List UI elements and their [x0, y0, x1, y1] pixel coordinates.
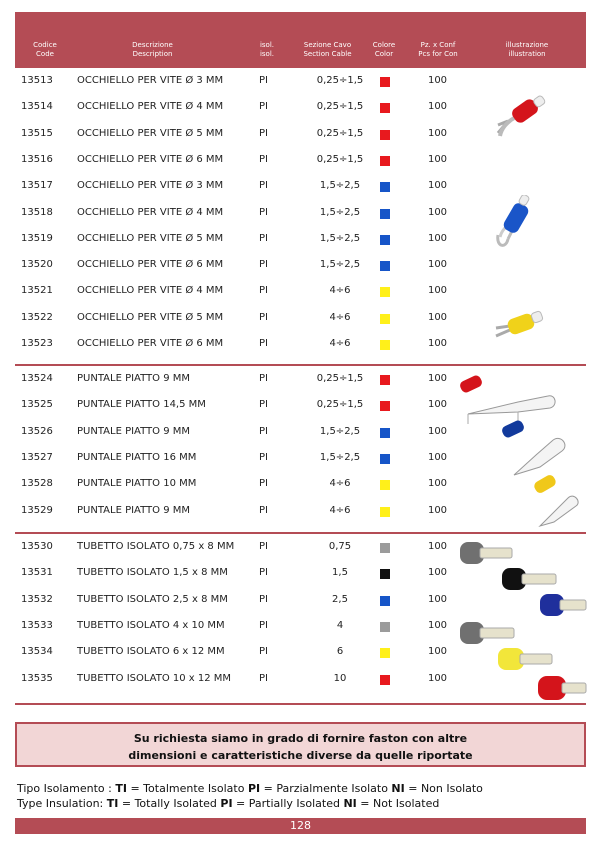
legend-it-ni: NI: [391, 782, 405, 795]
pieces-per-pack: 100: [427, 567, 448, 579]
header-illustration-en: illustration: [508, 50, 546, 58]
color-swatch: [380, 401, 390, 411]
color-swatch: [380, 209, 390, 219]
pieces-per-pack: 100: [427, 399, 448, 411]
color-swatch: [380, 569, 390, 579]
insulation-type: PI: [259, 285, 268, 297]
insulation-type: PI: [259, 672, 268, 684]
product-description: TUBETTO ISOLATO 10 x 12 MM: [77, 672, 232, 684]
legend-it-ti-text: = Totalmente Isolato: [126, 782, 248, 795]
flat-pin-yellow-illustration: [518, 472, 588, 532]
color-swatch: [380, 507, 390, 517]
table-row: [15, 68, 586, 94]
product-description: OCCHIELLO PER VITE Ø 6 MM: [77, 153, 224, 165]
header-pieces-en: Pcs for Con: [418, 50, 458, 58]
color-swatch: [380, 622, 390, 632]
header-section-en: Section Cable: [303, 50, 352, 58]
color-swatch: [380, 480, 390, 490]
color-swatch: [380, 287, 390, 297]
cable-section: 0,25÷1,5: [316, 101, 364, 113]
insulation-type: PI: [259, 619, 268, 631]
color-swatch: [380, 454, 390, 464]
product-description: TUBETTO ISOLATO 4 x 10 MM: [77, 619, 225, 631]
product-description: OCCHIELLO PER VITE Ø 4 MM: [77, 206, 224, 218]
product-code: 13516: [21, 153, 53, 165]
product-code: 13531: [21, 567, 53, 579]
color-swatch: [380, 182, 390, 192]
group-divider-3: [15, 703, 586, 705]
product-code: 13528: [21, 478, 53, 490]
pieces-per-pack: 100: [427, 672, 448, 684]
product-description: OCCHIELLO PER VITE Ø 6 MM: [77, 259, 224, 271]
color-swatch: [380, 314, 390, 324]
header-code-en: Code: [36, 50, 54, 58]
pieces-per-pack: 100: [427, 153, 448, 165]
header-description-en: Description: [132, 50, 173, 58]
product-code: 13526: [21, 425, 53, 437]
header-color-it: Colore: [372, 41, 396, 49]
product-code: 13520: [21, 259, 53, 271]
color-swatch: [380, 340, 390, 350]
color-swatch: [380, 103, 390, 113]
pieces-per-pack: 100: [427, 338, 448, 349]
color-swatch: [380, 235, 390, 245]
product-description: OCCHIELLO PER VITE Ø 5 MM: [77, 232, 224, 244]
ferrule-grey-large-illustration: [458, 620, 518, 648]
insulation-type: PI: [259, 101, 268, 113]
pieces-per-pack: 100: [427, 180, 448, 192]
cable-section: 10: [333, 672, 347, 684]
product-code: 13525: [21, 399, 53, 411]
product-code: 13535: [21, 672, 53, 684]
product-code: 13522: [21, 311, 53, 323]
insulation-type: PI: [259, 180, 268, 192]
group-divider-2: [15, 532, 586, 534]
color-swatch: [380, 156, 390, 166]
product-description: OCCHIELLO PER VITE Ø 3 MM: [77, 180, 224, 192]
table-row: [15, 498, 586, 524]
pieces-per-pack: 100: [427, 425, 448, 437]
pieces-per-pack: 100: [427, 619, 448, 631]
product-description: PUNTALE PIATTO 10 MM: [77, 478, 197, 490]
product-description: TUBETTO ISOLATO 6 x 12 MM: [77, 646, 225, 658]
product-code: 13524: [21, 373, 53, 384]
cable-section: 2,5: [332, 593, 348, 605]
pieces-per-pack: 100: [427, 127, 448, 139]
color-swatch: [380, 130, 390, 140]
insulation-type: PI: [259, 478, 268, 490]
cable-section: 1,5÷2,5: [319, 425, 361, 437]
cable-section: 1,5÷2,5: [319, 180, 361, 192]
color-swatch: [380, 675, 390, 685]
header-pieces-it: Pz. x Conf: [420, 41, 456, 49]
fork-terminal-red-illustration: [492, 95, 552, 145]
ferrule-black-illustration: [500, 566, 560, 594]
product-description: PUNTALE PIATTO 14,5 MM: [77, 399, 206, 411]
product-code: 13532: [21, 593, 53, 605]
pieces-per-pack: 100: [427, 232, 448, 244]
cable-section: 1,5: [332, 567, 348, 579]
color-swatch: [380, 648, 390, 658]
product-description: PUNTALE PIATTO 9 MM: [77, 425, 191, 437]
ferrule-blue-illustration: [538, 592, 588, 620]
pieces-per-pack: 100: [427, 593, 448, 605]
cable-section: 0,25÷1,5: [316, 373, 364, 384]
pieces-per-pack: 100: [427, 451, 448, 463]
insulation-type: PI: [259, 75, 268, 86]
product-code: 13533: [21, 619, 53, 631]
color-swatch: [380, 596, 390, 606]
table-row: [15, 252, 586, 278]
insulation-type: PI: [259, 399, 268, 411]
insulation-type: PI: [259, 541, 268, 552]
cable-section: 6: [336, 646, 344, 658]
cable-section: 4÷6: [329, 311, 351, 323]
insulation-type: PI: [259, 567, 268, 579]
product-description: OCCHIELLO PER VITE Ø 4 MM: [77, 285, 224, 297]
color-swatch: [380, 428, 390, 438]
fork-terminal-yellow-illustration: [492, 306, 552, 346]
pieces-per-pack: 100: [427, 101, 448, 113]
legend-italian: [17, 782, 483, 795]
custom-request-note: [15, 722, 586, 767]
product-code: 13514: [21, 101, 53, 113]
cable-section: 0,75: [328, 541, 352, 552]
table-row: [15, 278, 586, 304]
legend-it-ti: TI: [115, 782, 127, 795]
group-divider-1: [15, 364, 586, 366]
color-swatch: [380, 77, 390, 87]
cable-section: 0,25÷1,5: [316, 75, 364, 86]
product-description: OCCHIELLO PER VITE Ø 5 MM: [77, 127, 224, 139]
cable-section: 4÷6: [329, 338, 351, 349]
cable-section: 1,5÷2,5: [319, 259, 361, 271]
product-description: OCCHIELLO PER VITE Ø 3 MM: [77, 75, 224, 86]
cable-section: 4÷6: [329, 478, 351, 490]
legend-en-ti-text: = Totally Isolated: [118, 797, 221, 810]
pieces-per-pack: 100: [427, 285, 448, 297]
color-swatch: [380, 543, 390, 553]
legend-en-pi: PI: [220, 797, 233, 810]
legend-it-prefix: Tipo Isolamento :: [17, 782, 116, 795]
insulation-type: PI: [259, 451, 268, 463]
cable-section: 1,5÷2,5: [319, 206, 361, 218]
cable-section: 4: [336, 619, 344, 631]
header-illustration-it: illustrazione: [505, 41, 549, 49]
cable-section: 0,25÷1,5: [316, 127, 364, 139]
pieces-per-pack: 100: [427, 206, 448, 218]
insulation-type: PI: [259, 311, 268, 323]
product-code: 13515: [21, 127, 53, 139]
product-code: 13530: [21, 541, 53, 552]
pieces-per-pack: 100: [427, 373, 448, 384]
color-swatch: [380, 261, 390, 271]
product-description: TUBETTO ISOLATO 0,75 x 8 MM: [77, 541, 235, 552]
page-number: 128: [290, 819, 311, 832]
header-description-it: Descrizione: [132, 41, 173, 49]
product-code: 13523: [21, 338, 53, 349]
product-code: 13529: [21, 504, 53, 516]
pieces-per-pack: 100: [427, 541, 448, 552]
cable-section: 1,5÷2,5: [319, 232, 361, 244]
cable-section: 0,25÷1,5: [316, 399, 364, 411]
legend-it-ni-text: = Non Isolato: [404, 782, 483, 795]
legend-it-pi: PI: [247, 782, 261, 795]
legend-en-pi-text: = Partially Isolated: [232, 797, 344, 810]
legend-en-ni: NI: [343, 797, 357, 810]
product-description: PUNTALE PIATTO 16 MM: [77, 451, 197, 463]
product-code: 13527: [21, 451, 53, 463]
insulation-type: PI: [259, 504, 268, 516]
pieces-per-pack: 100: [427, 646, 448, 658]
product-code: 13518: [21, 206, 53, 218]
product-description: OCCHIELLO PER VITE Ø 5 MM: [77, 311, 224, 323]
legend-it-pi-text: = Parzialmente Isolato: [260, 782, 392, 795]
legend-english: [17, 797, 439, 810]
ferrule-grey-illustration: [458, 540, 518, 568]
product-description: TUBETTO ISOLATO 2,5 x 8 MM: [77, 593, 228, 605]
product-code: 13519: [21, 232, 53, 244]
fork-terminal-blue-illustration: [492, 195, 552, 255]
pieces-per-pack: 100: [427, 311, 448, 323]
legend-en-ni-text: = Not Isolated: [356, 797, 440, 810]
pieces-per-pack: 100: [427, 478, 448, 490]
cable-section: 4÷6: [329, 285, 351, 297]
product-code: 13517: [21, 180, 53, 192]
product-description: OCCHIELLO PER VITE Ø 6 MM: [77, 338, 224, 349]
insulation-type: PI: [259, 646, 268, 658]
note-line-2: dimensioni e caratteristiche diverse da quelle riportate: [128, 749, 473, 762]
cable-section: 1,5÷2,5: [319, 451, 361, 463]
cable-section: 4÷6: [329, 504, 351, 516]
product-description: PUNTALE PIATTO 9 MM: [77, 373, 191, 384]
pieces-per-pack: 100: [427, 504, 448, 516]
cable-section: 0,25÷1,5: [316, 153, 364, 165]
insulation-type: PI: [259, 593, 268, 605]
table-row: [15, 147, 586, 173]
product-description: OCCHIELLO PER VITE Ø 4 MM: [77, 101, 224, 113]
ferrule-red-illustration: [536, 674, 588, 704]
product-code: 13513: [21, 75, 53, 86]
header-code-it: Codice: [33, 41, 57, 49]
insulation-type: PI: [259, 338, 268, 349]
product-description: PUNTALE PIATTO 9 MM: [77, 504, 191, 516]
insulation-type: PI: [259, 259, 268, 271]
legend-en-ti: TI: [106, 797, 119, 810]
pieces-per-pack: 100: [427, 259, 448, 271]
insulation-type: PI: [259, 206, 268, 218]
ferrule-yellow-illustration: [496, 646, 556, 674]
pieces-per-pack: 100: [427, 75, 448, 86]
footer-band: [15, 818, 586, 834]
note-line-1: Su richiesta siamo in grado di fornire faston con altre: [133, 732, 468, 745]
color-swatch: [380, 375, 390, 385]
header-insulation-en: isol.: [259, 50, 275, 58]
insulation-type: PI: [259, 425, 268, 437]
product-description: TUBETTO ISOLATO 1,5 x 8 MM: [77, 567, 228, 579]
product-code: 13534: [21, 646, 53, 658]
header-section-it: Sezione Cavo: [303, 41, 352, 49]
header-insulation-it: isol.: [259, 41, 275, 49]
insulation-type: PI: [259, 373, 268, 384]
product-code: 13521: [21, 285, 53, 297]
header-color-en: Color: [374, 50, 394, 58]
insulation-type: PI: [259, 153, 268, 165]
insulation-type: PI: [259, 127, 268, 139]
legend-en-prefix: Type Insulation:: [17, 797, 107, 810]
insulation-type: PI: [259, 232, 268, 244]
